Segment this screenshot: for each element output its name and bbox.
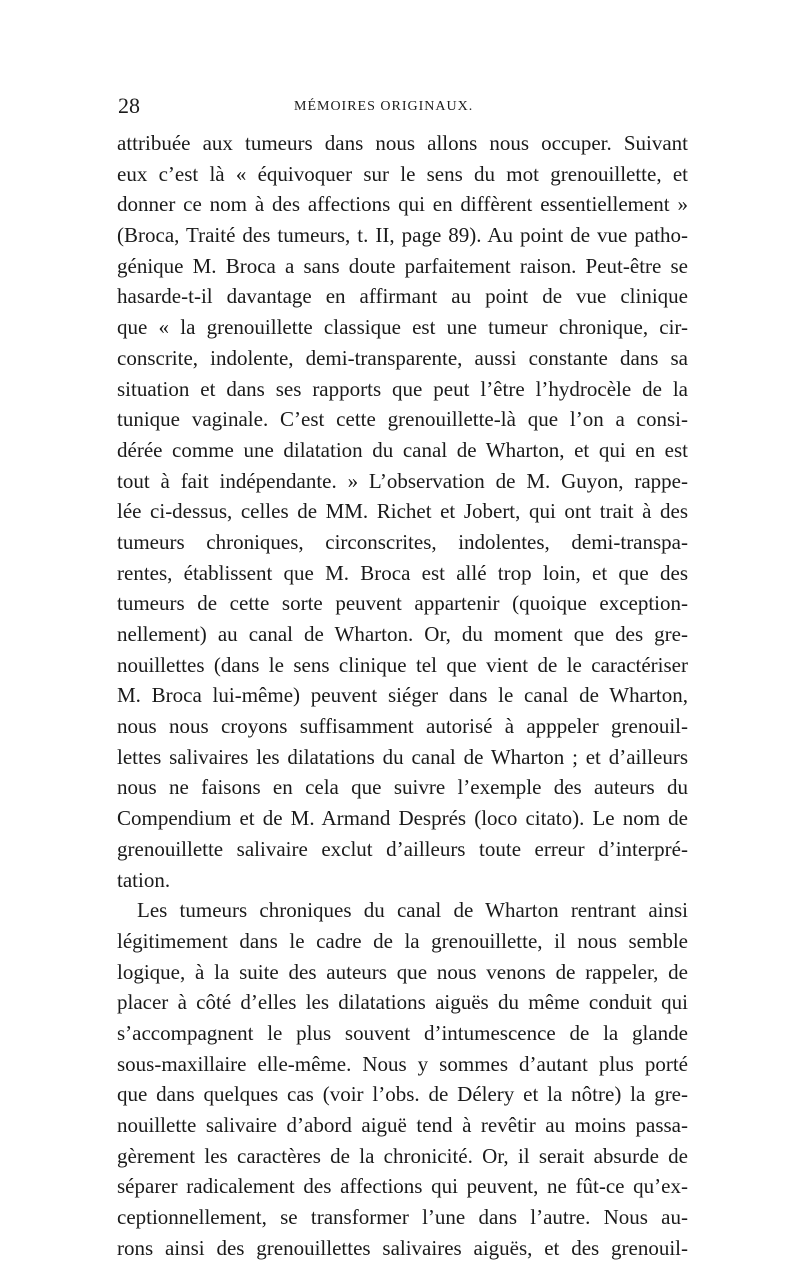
text-line: attribuée aux tumeurs dans nous allons nous occuper. Suivant	[117, 131, 688, 155]
text-line: légitimement dans le cadre de la grenouillette, il nous semble	[117, 928, 688, 953]
text-line: grenouillette salivaire exclut d’ailleurs toute erreur d’interpré-	[117, 836, 688, 861]
text-line: eux c’est là « équivoquer sur le sens du mot grenouillette, et	[117, 161, 688, 186]
text-line: que « la grenouillette classique est une tumeur chronique, cir-	[117, 315, 688, 340]
text-line: que dans quelques cas (voir l’obs. de Délery et la nôtre) la gre-	[117, 1082, 688, 1107]
text-line: génique M. Broca a sans doute parfaitement raison. Peut-être se	[117, 253, 688, 278]
text-line: s’accompagnent le plus souvent d’intumescence de la glande	[117, 1020, 688, 1045]
text-line: nouillettes (dans le sens clinique tel que vient de le caractériser	[117, 652, 688, 677]
text-line: Compendium et de M. Armand Després (loco citato). Le nom de	[117, 806, 688, 831]
text-line: tumeurs chroniques, circonscrites, indolentes, demi-transpa-	[117, 529, 688, 554]
text-line: séparer radicalement des affections qui peuvent, ne fût-ce qu’ex-	[117, 1174, 688, 1199]
text-line: nous ne faisons en cela que suivre l’exemple des auteurs du	[117, 775, 688, 800]
text-line: conscrite, indolente, demi-transparente, aussi constante dans sa	[117, 345, 688, 370]
running-title: MÉMOIRES ORIGINAUX.	[294, 99, 474, 114]
text-line: M. Broca lui-même) peuvent siéger dans le canal de Wharton,	[117, 683, 688, 708]
text-line: tation.	[117, 867, 171, 892]
text-line: (Broca, Traité des tumeurs, t. II, page 89). Au point de vue patho-	[117, 223, 688, 248]
running-head	[118, 93, 688, 119]
text-line: situation et dans ses rapports que peut l’être l’hydrocèle de la	[117, 376, 688, 401]
text-line: sous-maxillaire elle-même. Nous y sommes d’autant plus porté	[117, 1051, 688, 1076]
text-line: gèrement les caractères de la chronicité. Or, il serait absurde de	[117, 1143, 688, 1168]
text-line: logique, à la suite des auteurs que nous venons de rappeler, de	[117, 959, 688, 984]
text-line: Les tumeurs chroniques du canal de Wharton rentrant ainsi	[137, 898, 688, 923]
text-line: placer à côté d’elles les dilatations aiguës du même conduit qui	[117, 990, 688, 1015]
text-line: tunique vaginale. C’est cette grenouillette-là que l’on a consi-	[117, 407, 688, 432]
text-line: tout à fait indépendante. » L’observation de M. Guyon, rappe-	[117, 468, 688, 493]
body-text	[117, 128, 688, 1263]
text-line: donner ce nom à des affections qui en diffèrent essentiellement »	[117, 192, 688, 217]
text-line: nellement) au canal de Wharton. Or, du moment que des gre-	[117, 622, 688, 646]
page-number: 28	[118, 93, 140, 118]
text-line: dérée comme une dilatation du canal de Wharton, et qui en est	[117, 437, 688, 462]
text-line: nouillette salivaire d’abord aiguë tend à revêtir au moins passa-	[117, 1113, 688, 1137]
text-line: rons ainsi des grenouillettes salivaires aiguës, et des grenouil-	[117, 1235, 688, 1260]
text-line: rentes, établissent que M. Broca est allé trop loin, et que des	[117, 560, 688, 585]
text-line: tumeurs de cette sorte peuvent appartenir (quoique exception-	[117, 591, 688, 616]
text-line: hasarde-t-il davantage en affirmant au point de vue clinique	[117, 284, 688, 309]
text-line: lettes salivaires les dilatations du canal de Wharton ; et d’ailleurs	[117, 744, 688, 769]
text-line: nous nous croyons suffisamment autorisé à apppeler grenouil-	[117, 714, 688, 739]
text-line: ceptionnellement, se transformer l’une dans l’autre. Nous au-	[117, 1205, 688, 1230]
text-line: lée ci-dessus, celles de MM. Richet et Jobert, qui ont trait à des	[117, 499, 688, 524]
